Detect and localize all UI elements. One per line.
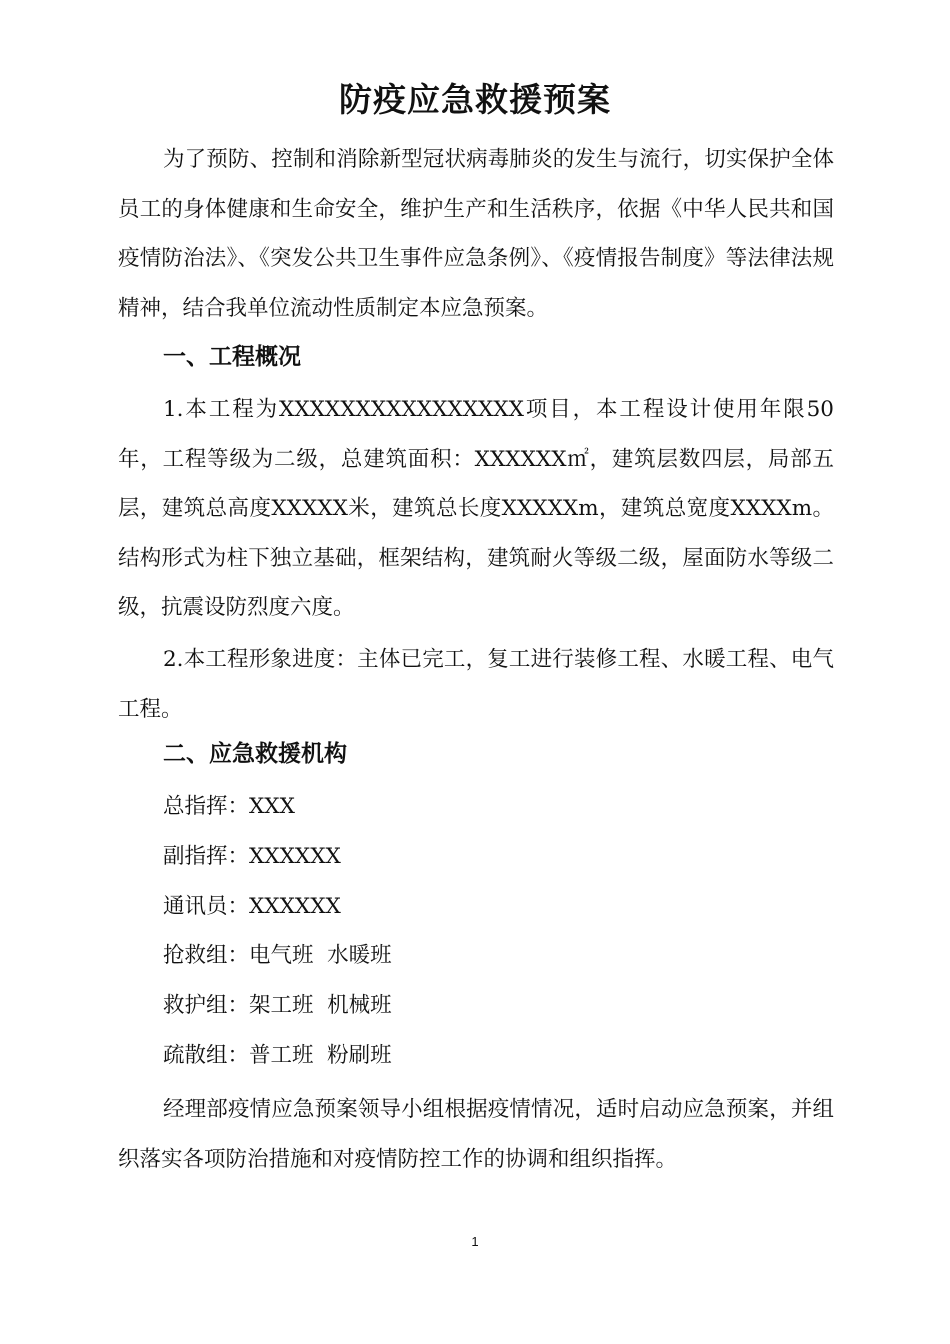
page-number: 1 bbox=[471, 1234, 479, 1249]
organization-item-deputy: 副指挥：XXXXXX bbox=[163, 844, 341, 869]
section-heading-organization: 二、应急救援机构 bbox=[163, 741, 347, 767]
organization-item-commander: 总指挥：XXX bbox=[163, 794, 295, 819]
overview-paragraph-2: 2.本工程形象进度：主体已完工，复工进行装修工程、水暖工程、电气工程。 bbox=[118, 647, 834, 722]
organization-item-care-team: 救护组：架工班 机械班 bbox=[163, 993, 392, 1018]
overview-paragraph-1: 1.本工程为XXXXXXXXXXXXXXXX项目，本工程设计使用年限50年，工程等级为二级，总建筑面积：XXXXXX㎡，建筑层数四层，局部五层，建筑总高度XXXXX米，建筑总长度XXXXXm，建筑总宽度XXXXm。结构形式为柱下独立基础，框架结构，建筑耐火等级二级，屋面防水等级二级，抗震设防烈度六度。 bbox=[118, 397, 834, 621]
intro-paragraph: 为了预防、控制和消除新型冠状病毒肺炎的发生与流行，切实保护全体员工的身体健康和生命安全，维护生产和生活秩序，依据《中华人民共和国疫情防治法》、《突发公共卫生事件应急条例》、《疫情报告制度》等法律法规精神，结合我单位流动性质制定本应急预案。 bbox=[118, 147, 834, 321]
closing-paragraph: 经理部疫情应急预案领导小组根据疫情情况，适时启动应急预案，并组织落实各项防治措施和对疫情防控工作的协调和组织指挥。 bbox=[118, 1097, 834, 1172]
organization-item-evacuation-team: 疏散组：普工班 粉刷班 bbox=[163, 1043, 392, 1068]
organization-item-rescue-team: 抢救组：电气班 水暖班 bbox=[163, 943, 392, 968]
section-heading-overview: 一、工程概况 bbox=[163, 344, 301, 370]
document-title: 防疫应急救援预案 bbox=[339, 80, 611, 119]
organization-item-communicator: 通讯员：XXXXXX bbox=[163, 894, 341, 919]
